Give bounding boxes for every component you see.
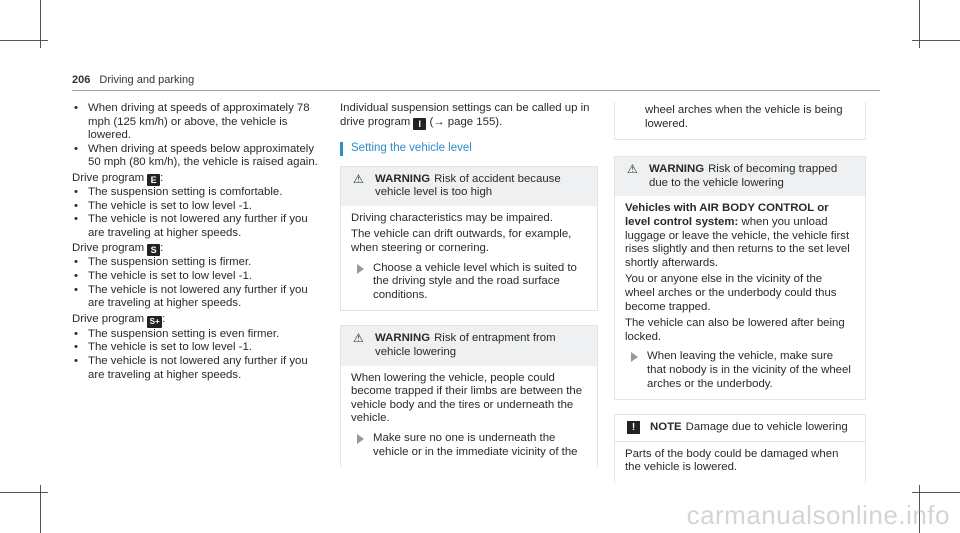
step-arrow-icon [357, 434, 364, 444]
crop-mark [0, 40, 48, 41]
step-arrow-icon [631, 352, 638, 362]
column-middle [340, 102, 598, 467]
drive-program-i-icon: I [413, 118, 426, 130]
warning-box-trapped [614, 156, 866, 400]
action-step: When leaving the vehicle, make sure that nobody is in the vicinity of the wheel arches or the underbody. [625, 350, 855, 391]
list-item: • The vehicle is not lowered any further if you are traveling at higher speeds. [72, 355, 324, 382]
drive-program-s-list [72, 256, 324, 310]
note-header: ! NOTE Damage due to vehicle lowering [615, 415, 865, 441]
list-item: • The vehicle is set to low level -1. [72, 200, 324, 214]
warning-header: ⚠ WARNING Risk of accident because vehicle level is too high [341, 167, 597, 206]
warning-body: Vehicles with AIR BODY CONTROL or level control system: when you unload luggage or leave the vehicle, the vehicle first rises slightly and then returns to the set level shortly afterwards. You or anyone else in the vicinity of the wheel arches or the underbody could thus become trapped. The vehicle can also be lowered after being locked. When leaving the vehicle, make sure that nobody is in the vicinity of the wheel arches or the underbody. [615, 196, 865, 399]
page-reference-link[interactable]: (→ page 155). [429, 115, 503, 128]
list-item: • The vehicle is not lowered any further if you are traveling at higher speeds. [72, 213, 324, 240]
list-item: • The suspension setting is comfortable. [72, 186, 324, 200]
warning-body: When lowering the vehicle, people could become trapped if their limbs are between the vehicle body and the tires or underneath the vehicle. Make sure no one is underneath the vehicle or in the immediate vicinity of the [341, 366, 597, 468]
note-box [614, 414, 866, 483]
drive-program-e-icon: E [147, 174, 160, 186]
column-right [614, 102, 866, 497]
warning-box-accident [340, 166, 598, 312]
crop-mark [912, 492, 960, 493]
list-item: • The vehicle is not lowered any further if you are traveling at higher speeds. [72, 284, 324, 311]
list-item: • When driving at speeds of approximately 78 mph (125 km/h) or above, the vehicle is lowered. [72, 102, 324, 143]
drive-program-s-plus-icon: S+ [147, 316, 162, 328]
warning-triangle-icon: ⚠ [353, 171, 364, 186]
crop-mark [0, 492, 48, 493]
list-item: • The vehicle is set to low level -1. [72, 341, 324, 355]
warning-triangle-icon: ⚠ [627, 162, 638, 177]
list-item: • The vehicle is set to low level -1. [72, 270, 324, 284]
section-bar [340, 142, 343, 156]
action-step: Make sure no one is underneath the vehicle or in the immediate vicinity of the [351, 432, 587, 459]
warning-continued: wheel arches when the vehicle is being lowered. [614, 102, 866, 140]
column-left [72, 102, 324, 382]
warning-body: Driving characteristics may be impaired. The vehicle can drift outwards, for example, when steering or cornering. Choose a vehicle level which is suited to the driving style and the road surface conditions. [341, 206, 597, 311]
exclamation-icon: ! [627, 421, 640, 434]
drive-program-s-heading: Drive program S : [72, 242, 164, 256]
warning-header: ⚠ WARNING Risk of entrapment from vehicle lowering [341, 326, 597, 365]
drive-program-e-list [72, 186, 324, 240]
drive-program-s-plus-heading: Drive program S+ : [72, 312, 166, 326]
drive-program-s-plus-list [72, 328, 324, 382]
page-header [72, 74, 194, 86]
list-item: • When driving at speeds below approximately 50 mph (80 km/h), the vehicle is raised again. [72, 143, 324, 170]
warning-triangle-icon: ⚠ [353, 331, 364, 346]
individual-settings-text: Individual suspension settings can be called up in drive program I (→ page 155). [340, 102, 590, 129]
section-heading: Setting the vehicle level [340, 142, 598, 156]
intro-list [72, 102, 324, 170]
list-item: • The suspension setting is even firmer. [72, 328, 324, 342]
watermark: carmanualsonline.info [686, 500, 950, 530]
note-body: Parts of the body could be damaged when the vehicle is lowered. [615, 441, 865, 483]
crop-mark [912, 40, 960, 41]
page-number: 206 [72, 74, 91, 86]
drive-program-s-icon: S [147, 244, 160, 256]
section-title: Driving and parking [99, 74, 195, 86]
header-rule [72, 90, 880, 91]
warning-box-entrapment [340, 325, 598, 467]
step-arrow-icon [357, 264, 364, 274]
drive-program-e-heading: Drive program E : [72, 171, 164, 185]
action-step: Choose a vehicle level which is suited to the driving style and the road surface conditions. [351, 262, 587, 303]
warning-header: ⚠ WARNING Risk of becoming trapped due to the vehicle lowering [615, 157, 865, 196]
list-item: • The suspension setting is firmer. [72, 256, 324, 270]
